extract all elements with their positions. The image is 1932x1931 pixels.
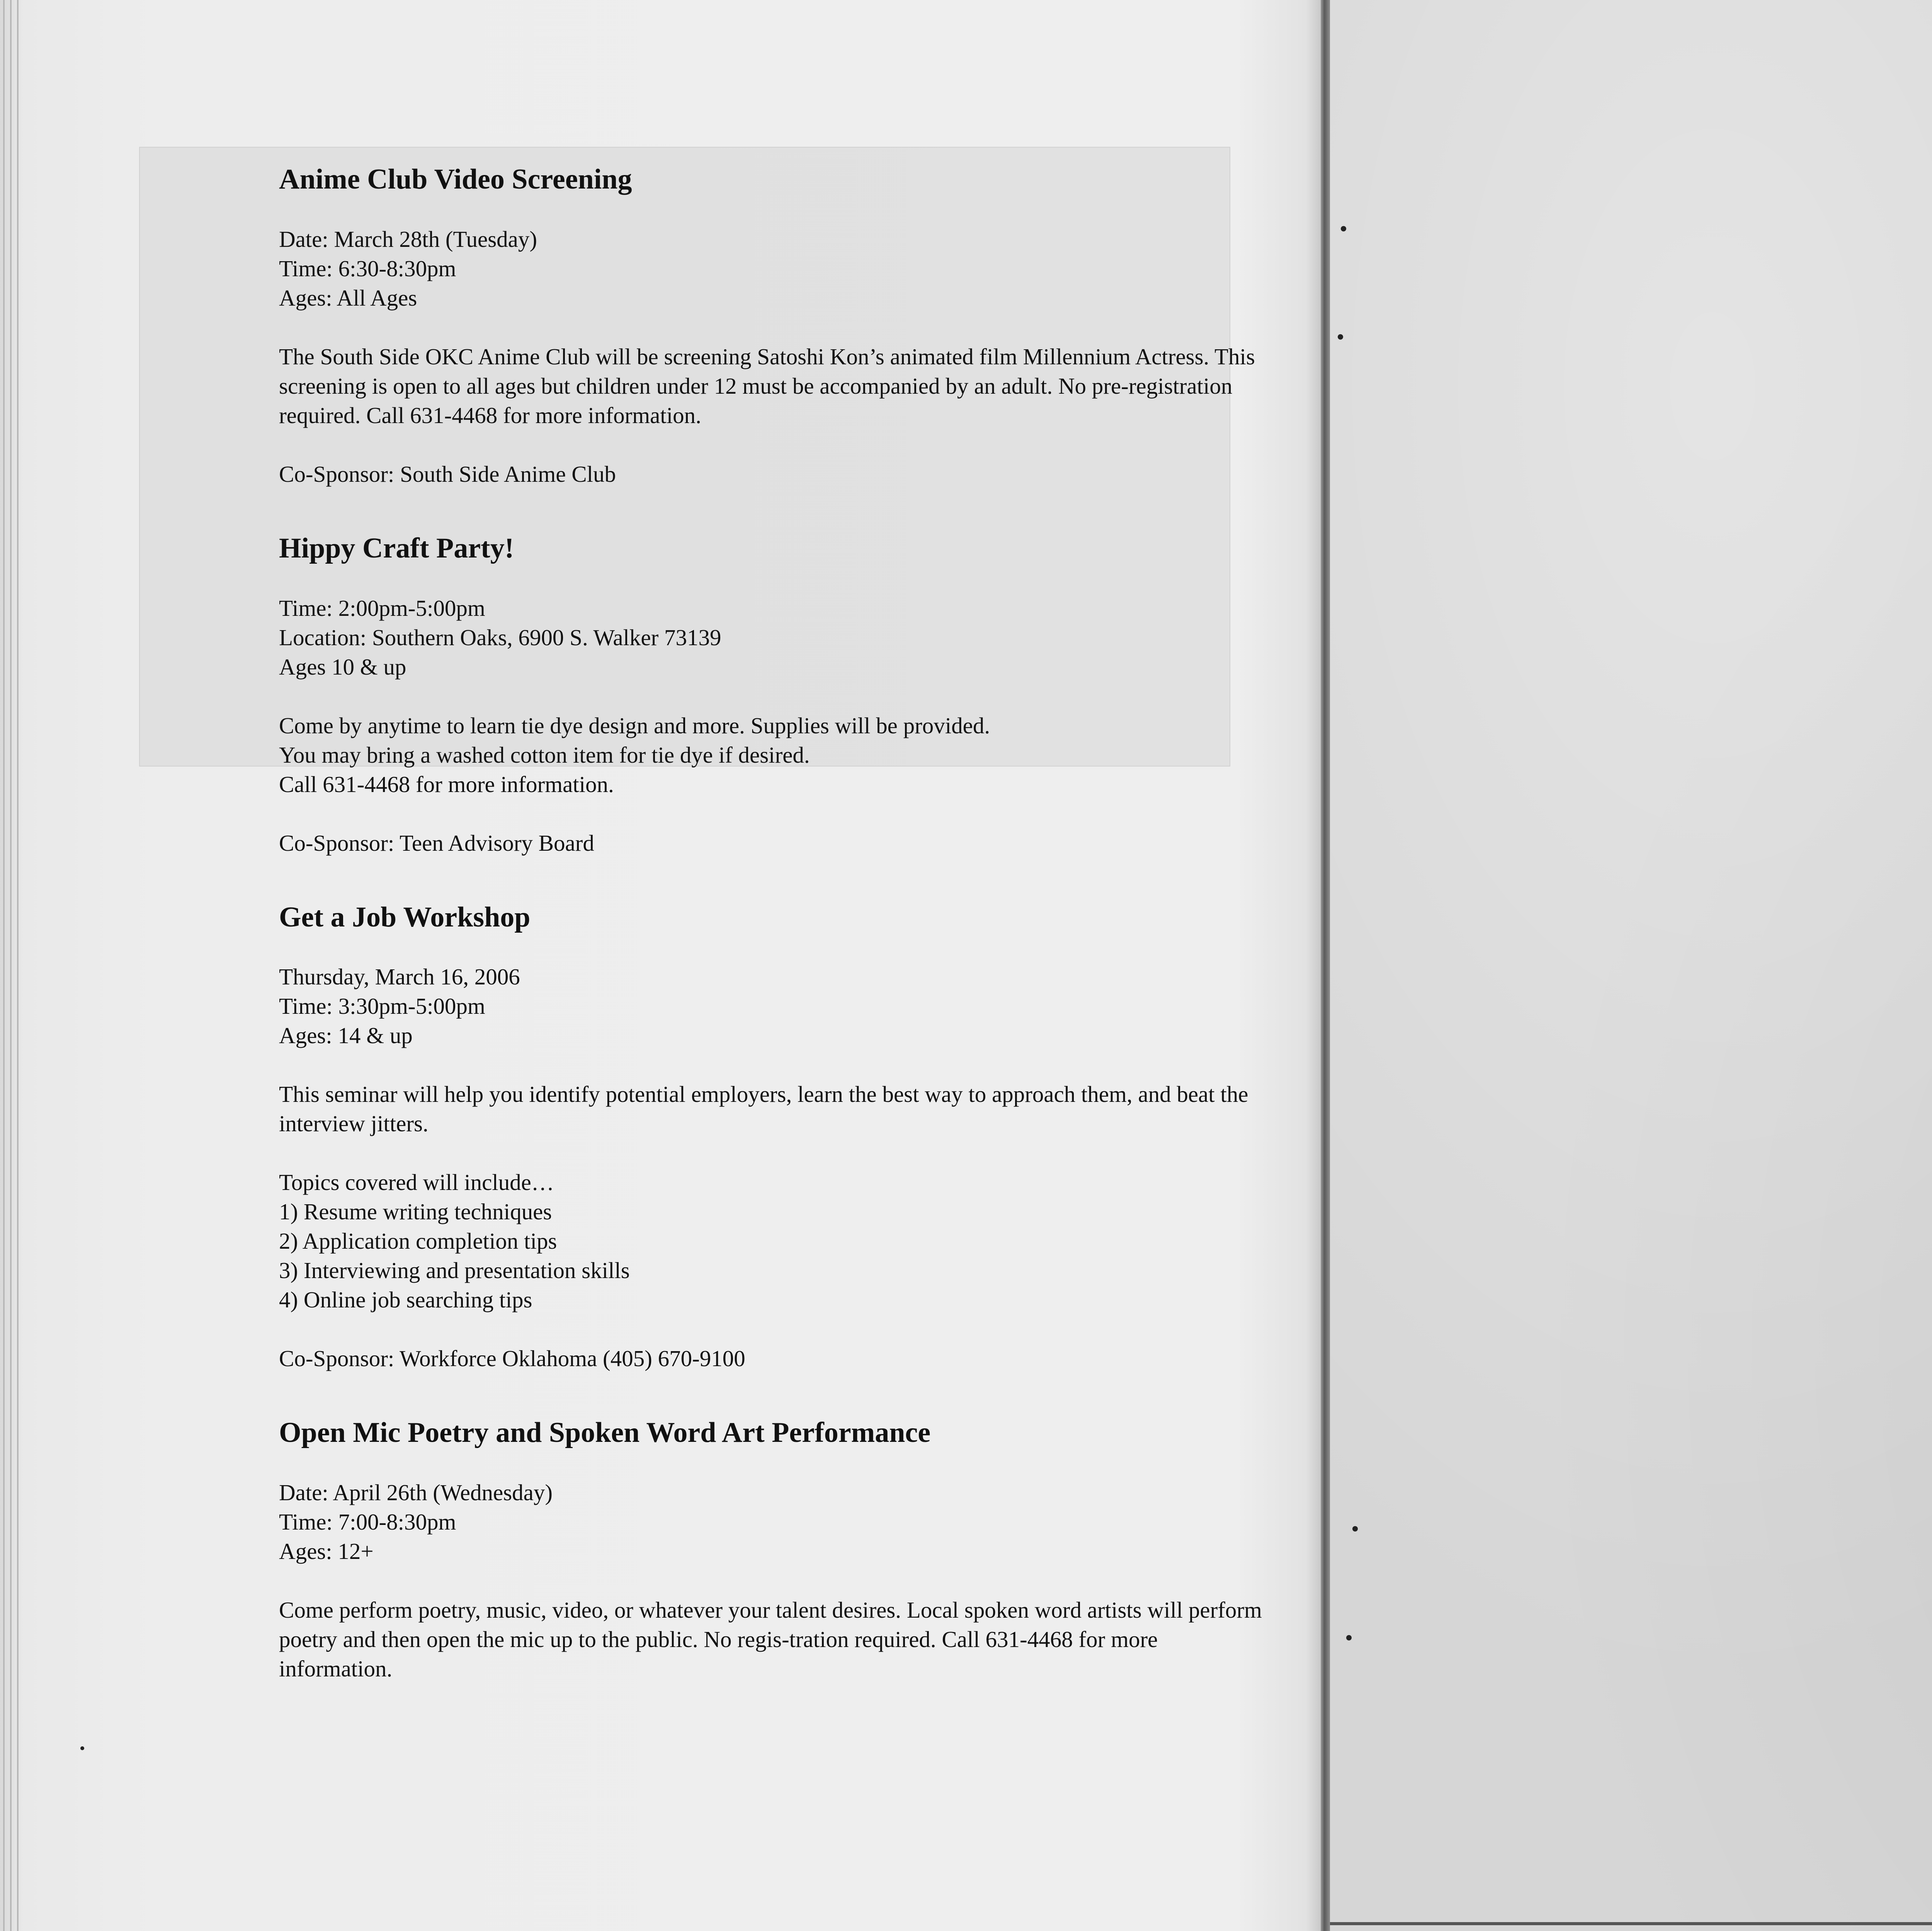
event-hippy-craft-party (279, 531, 1284, 858)
page-edge (10, 0, 12, 1931)
event-description: Come perform poetry, music, video, or whatever your talent desires. Local spoken word artists will perform poetry and then open the mic up to the public. No regis-tration required. Call 631-4468 for more information. (279, 1597, 1262, 1682)
event-title: Anime Club Video Screening (279, 163, 632, 195)
event-description: This seminar will help you identify potential employers, learn the best way to approach them, and beat the interview jitters. (279, 1081, 1248, 1137)
speck-mark (1341, 226, 1346, 231)
event-title: Get a Job Workshop (279, 901, 531, 933)
speck-mark (1338, 334, 1343, 340)
event-description (279, 711, 1284, 799)
event-open-mic-poetry (279, 1416, 1284, 1683)
event-time: Time: 3:30pm-5:00pm (279, 993, 485, 1019)
topic-item: 2) Application completion tips (279, 1228, 557, 1254)
description-line: You may bring a washed cotton item for tie dye if desired. (279, 742, 810, 768)
event-date: Date: April 26th (Wednesday) (279, 1480, 553, 1506)
event-date: Date: March 28th (Tuesday) (279, 226, 537, 252)
event-location: Location: Southern Oaks, 6900 S. Walker 73139 (279, 624, 721, 650)
right-page-blank (1330, 0, 1932, 1931)
page-edge (17, 0, 19, 1931)
event-cosponsor: Co-Sponsor: Workforce Oklahoma (405) 670-9100 (279, 1346, 745, 1372)
page-edge (3, 0, 5, 1931)
description-line: Call 631-4468 for more information. (279, 771, 614, 797)
event-anime-screening (279, 162, 1284, 489)
speck-mark (1346, 1635, 1352, 1640)
event-description: The South Side OKC Anime Club will be screening Satoshi Kon’s animated film Millennium Actress. This screening is open to all ages but children under 12 must be accompanied by an adult. No pre-registration required. Call 631-4468 for more information. (279, 343, 1255, 428)
event-cosponsor: Co-Sponsor: South Side Anime Club (279, 461, 616, 487)
speck-mark (1352, 1526, 1358, 1532)
book-gutter (1321, 0, 1330, 1931)
topic-item: 1) Resume writing techniques (279, 1199, 552, 1225)
event-ages: Ages: 14 & up (279, 1023, 413, 1049)
event-cosponsor: Co-Sponsor: Teen Advisory Board (279, 830, 594, 856)
event-ages: Ages: All Ages (279, 285, 417, 311)
event-date: Thursday, March 16, 2006 (279, 964, 520, 990)
topic-item: 3) Interviewing and presentation skills (279, 1258, 630, 1283)
topic-item: 4) Online job searching tips (279, 1287, 532, 1313)
page-bottom-edge (1330, 1922, 1932, 1925)
event-title: Hippy Craft Party! (279, 532, 514, 564)
event-listing (279, 162, 1284, 1726)
event-ages: Ages 10 & up (279, 654, 406, 680)
topics-list (279, 1168, 1284, 1314)
description-line: Come by anytime to learn tie dye design and more. Supplies will be provided. (279, 712, 990, 738)
speck-mark (80, 1746, 84, 1750)
event-time: Time: 7:00-8:30pm (279, 1509, 456, 1535)
event-time: Time: 6:30-8:30pm (279, 255, 456, 281)
event-ages: Ages: 12+ (279, 1538, 374, 1564)
topics-intro: Topics covered will include… (279, 1169, 554, 1195)
event-title: Open Mic Poetry and Spoken Word Art Performance (279, 1417, 931, 1449)
event-time: Time: 2:00pm-5:00pm (279, 595, 485, 621)
event-get-a-job-workshop (279, 900, 1284, 1373)
